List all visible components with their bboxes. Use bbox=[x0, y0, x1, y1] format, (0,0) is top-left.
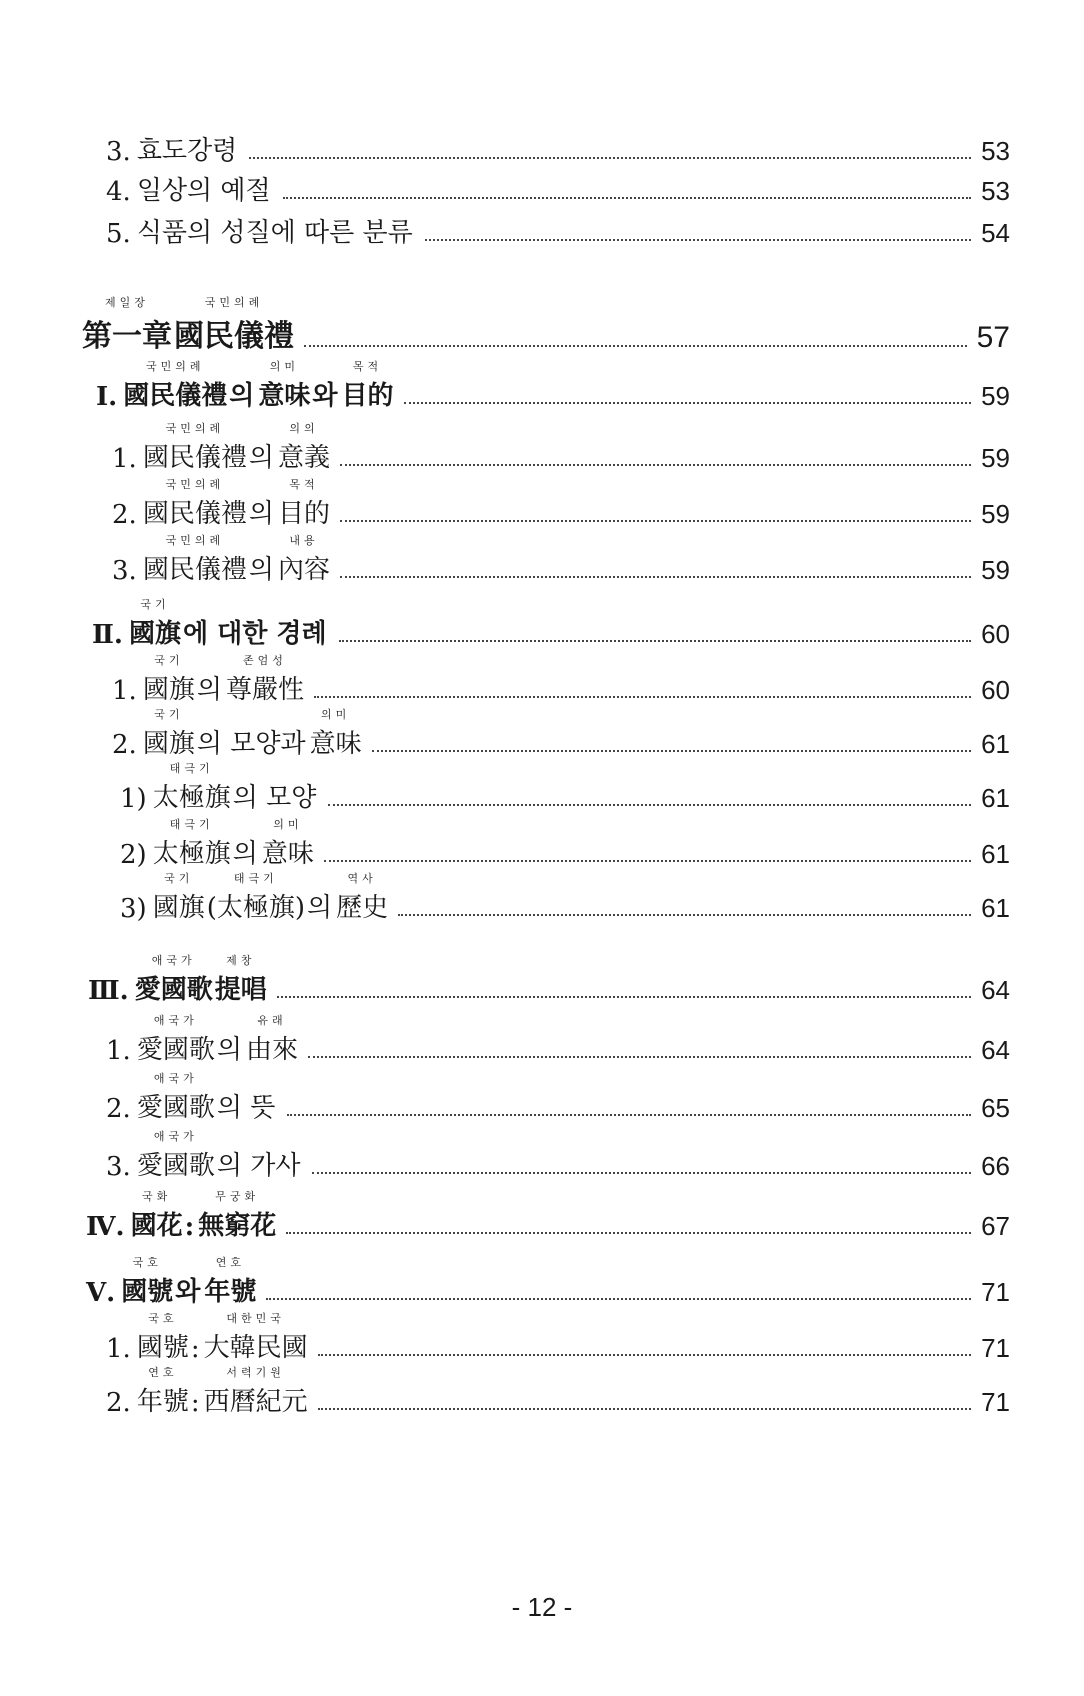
hanja-with-reading bbox=[207, 872, 305, 924]
hanja-with-reading bbox=[310, 708, 362, 760]
entry-text: 의 bbox=[307, 893, 333, 923]
hanja-text: 大韓民國 bbox=[203, 1333, 308, 1363]
hanja-text: 西曆紀元 bbox=[203, 1387, 308, 1417]
hanja-with-reading bbox=[143, 534, 247, 586]
dot-leader bbox=[308, 1056, 971, 1058]
hangul-reading: 애국가 bbox=[151, 954, 196, 967]
toc-entry bbox=[112, 654, 1010, 706]
dot-leader bbox=[266, 1298, 971, 1300]
hanja-text: 愛國歌 bbox=[136, 1035, 215, 1065]
toc-entry-title bbox=[112, 708, 364, 760]
hanja-with-reading bbox=[129, 598, 181, 650]
hanja-with-reading bbox=[342, 360, 394, 412]
hanja-with-reading bbox=[278, 422, 330, 474]
dot-leader bbox=[340, 576, 971, 578]
toc-entry bbox=[106, 1366, 1010, 1418]
hangul-reading: 국기 bbox=[154, 708, 184, 721]
hanja-with-reading bbox=[246, 1014, 298, 1066]
toc-entry bbox=[106, 1312, 1010, 1364]
dot-leader bbox=[277, 996, 971, 998]
toc-entry bbox=[88, 954, 1010, 1006]
hanja-with-reading bbox=[137, 1014, 215, 1066]
hanja-text: 國旗 bbox=[142, 675, 195, 705]
hanja-text: 由來 bbox=[245, 1035, 298, 1065]
hangul-reading: 애국가 bbox=[153, 1014, 198, 1027]
toc-entry bbox=[106, 170, 1010, 207]
toc-entry-title bbox=[96, 360, 396, 412]
hanja-text: 目的 bbox=[277, 499, 330, 529]
toc-page-number: 60 bbox=[981, 619, 1010, 649]
dot-leader bbox=[324, 860, 971, 862]
toc-entry-number: Ⅴ. bbox=[86, 1278, 116, 1308]
toc-page-number: 61 bbox=[981, 783, 1010, 813]
hanja-with-reading bbox=[153, 872, 205, 924]
toc-page-number: 61 bbox=[981, 729, 1010, 759]
hangul-reading: 국민의례 bbox=[165, 534, 225, 547]
hangul-reading: 의의 bbox=[289, 422, 319, 435]
hanja-with-reading bbox=[137, 1366, 189, 1418]
entry-text: 의 bbox=[229, 381, 255, 411]
hangul-reading: 태극기 bbox=[169, 818, 214, 831]
entry-text: 일상의 예절 bbox=[136, 176, 271, 206]
toc-entry-number: 1. bbox=[112, 444, 137, 474]
hanja-text: 尊嚴性 bbox=[225, 675, 304, 705]
hanja-text: 年號 bbox=[136, 1387, 189, 1417]
hangul-reading: 국기 bbox=[164, 872, 194, 885]
hanja-text: 太極旗 bbox=[152, 783, 231, 813]
hanja-with-reading bbox=[121, 1256, 173, 1308]
toc-entry-title bbox=[106, 1072, 279, 1124]
toc-entry-number: 2. bbox=[106, 1388, 131, 1418]
toc-entry-number: 3. bbox=[106, 137, 131, 167]
hanja-text: 愛國歌 bbox=[134, 975, 213, 1005]
hanja-with-reading bbox=[143, 708, 195, 760]
toc-entry bbox=[106, 1130, 1010, 1182]
hanja-text: 國民儀禮 bbox=[142, 555, 247, 585]
dot-leader bbox=[249, 157, 971, 159]
dot-leader bbox=[340, 464, 971, 466]
hangul-reading: 연호 bbox=[215, 1256, 246, 1269]
dot-leader bbox=[286, 1232, 971, 1234]
toc-entry-title bbox=[120, 818, 316, 870]
hanja-text: 國旗 bbox=[142, 729, 195, 759]
toc-entry bbox=[106, 1072, 1010, 1124]
toc-page-number: 64 bbox=[981, 975, 1010, 1005]
dot-leader bbox=[312, 1172, 971, 1174]
entry-text: 의 bbox=[248, 443, 274, 473]
toc-entry-number: 2. bbox=[112, 500, 137, 530]
toc-entry-number: 4. bbox=[106, 177, 131, 207]
toc-entry-title bbox=[120, 762, 320, 814]
hanja-with-reading bbox=[131, 1190, 183, 1242]
hangul-reading: 목적 bbox=[352, 360, 383, 373]
hanja-text: 愛國歌 bbox=[136, 1093, 215, 1123]
toc-entry-title bbox=[112, 534, 332, 586]
hanja-text: 國民儀禮 bbox=[142, 443, 247, 473]
toc-page-number: 71 bbox=[981, 1277, 1010, 1307]
hangul-reading: 국민의례 bbox=[145, 360, 205, 373]
hangul-reading: 태극기 bbox=[233, 872, 278, 885]
hangul-reading: 태극기 bbox=[169, 762, 214, 775]
hanja-with-reading bbox=[258, 360, 310, 412]
entry-text: 의 모양 bbox=[232, 783, 317, 813]
hanja-with-reading bbox=[215, 954, 267, 1006]
toc-entry-title bbox=[92, 598, 331, 650]
toc-entry-title bbox=[106, 1312, 310, 1364]
hangul-reading: 국기 bbox=[154, 654, 184, 667]
toc-entry bbox=[112, 478, 1010, 530]
hanja-text: 國號 bbox=[136, 1333, 189, 1363]
entry-text: 에 대한 경례 bbox=[182, 619, 327, 649]
hangul-reading: 무궁화 bbox=[215, 1190, 260, 1203]
hanja-text: 意味 bbox=[309, 729, 362, 759]
toc-page-number: 61 bbox=[981, 839, 1010, 869]
entry-text: 의 bbox=[232, 839, 258, 869]
dot-leader bbox=[404, 402, 972, 404]
hanja-text: 愛國歌 bbox=[136, 1151, 215, 1181]
entry-text: : bbox=[190, 1388, 200, 1418]
hangul-reading: 국호 bbox=[132, 1256, 162, 1269]
toc-page-number: 66 bbox=[981, 1151, 1010, 1181]
dot-leader bbox=[372, 750, 972, 752]
toc-entry bbox=[112, 708, 1010, 760]
hanja-with-reading bbox=[204, 1366, 308, 1418]
toc-entry bbox=[86, 1190, 1010, 1242]
dot-leader bbox=[425, 239, 971, 241]
hangul-reading: 역사 bbox=[347, 872, 377, 885]
toc-entry-number: 2) bbox=[120, 840, 147, 870]
entry-text: 의 bbox=[216, 1035, 242, 1065]
hangul-reading: 의미 bbox=[269, 360, 299, 373]
toc-page-number: 53 bbox=[981, 136, 1010, 166]
hangul-reading: 유래 bbox=[257, 1014, 287, 1027]
hanja-with-reading bbox=[82, 296, 172, 355]
hanja-text: 太極旗 bbox=[152, 839, 231, 869]
toc-entry-title bbox=[106, 130, 241, 167]
hangul-reading: 서력기원 bbox=[226, 1366, 285, 1379]
toc-entry-title bbox=[112, 654, 306, 706]
dot-leader bbox=[398, 914, 971, 916]
hanja-text: 國民儀禮 bbox=[174, 319, 294, 354]
entry-text: 와 bbox=[312, 381, 338, 411]
hanja-with-reading bbox=[137, 1312, 189, 1364]
hanja-with-reading bbox=[278, 534, 330, 586]
hanja-with-reading bbox=[143, 422, 247, 474]
hanja-text: 提唱 bbox=[214, 975, 267, 1005]
hanja-with-reading bbox=[204, 1256, 256, 1308]
hanja-with-reading bbox=[137, 1072, 215, 1124]
toc-entry-number: 2. bbox=[106, 1094, 131, 1124]
toc-entry-number: 3) bbox=[120, 894, 147, 924]
hangul-reading: 의미 bbox=[320, 708, 351, 721]
dot-leader bbox=[328, 804, 971, 806]
toc-entry bbox=[82, 296, 1010, 355]
hanja-text: 國民儀禮 bbox=[123, 381, 228, 411]
toc-entry-title bbox=[88, 954, 269, 1006]
toc-page-number: 59 bbox=[981, 555, 1010, 585]
hangul-reading: 의미 bbox=[273, 818, 303, 831]
entry-text: 효도강령 bbox=[136, 136, 238, 166]
hanja-text: 年號 bbox=[204, 1277, 257, 1307]
dot-leader bbox=[314, 696, 971, 698]
toc-entry bbox=[120, 762, 1010, 814]
dot-leader bbox=[304, 345, 967, 347]
toc-page-number: 67 bbox=[981, 1211, 1010, 1241]
hanja-text: 國旗 bbox=[152, 893, 205, 923]
hanja-text: 意味 bbox=[258, 381, 311, 411]
hangul-reading: 내용 bbox=[289, 534, 319, 547]
page-number: - 12 - bbox=[511, 1592, 573, 1622]
toc-entry bbox=[106, 1014, 1010, 1066]
entry-text: 의 bbox=[248, 555, 274, 585]
hangul-reading: 국화 bbox=[141, 1190, 172, 1203]
toc-entry-number: Ⅲ. bbox=[88, 976, 129, 1006]
entry-text: 의 bbox=[248, 499, 274, 529]
hanja-with-reading bbox=[137, 1130, 215, 1182]
toc-entry-number: Ⅰ. bbox=[96, 382, 118, 412]
hanja-with-reading bbox=[153, 762, 231, 814]
hangul-reading: 제창 bbox=[226, 954, 256, 967]
toc-entry-number: 3. bbox=[106, 1152, 131, 1182]
toc-entry-title bbox=[106, 212, 417, 249]
hangul-reading: 국민의례 bbox=[165, 422, 225, 435]
toc-page-number: 53 bbox=[981, 176, 1010, 206]
hanja-text: 第一章 bbox=[82, 319, 172, 354]
toc-entry-title bbox=[86, 1190, 278, 1242]
toc-entry-number: 5. bbox=[106, 219, 131, 249]
toc-entry bbox=[92, 598, 1010, 650]
toc-entry-number: 3. bbox=[112, 556, 137, 586]
toc-entry-title bbox=[82, 296, 296, 355]
toc-entry bbox=[86, 1256, 1010, 1308]
toc-page-number: 59 bbox=[981, 381, 1010, 411]
toc-page-number: 59 bbox=[981, 443, 1010, 473]
toc-entry-number: Ⅱ. bbox=[92, 620, 123, 650]
hanja-text: (太極旗) bbox=[206, 893, 305, 923]
toc-entry bbox=[112, 534, 1010, 586]
hanja-text: 內容 bbox=[277, 555, 330, 585]
toc-entry-number: 1) bbox=[120, 784, 147, 814]
entry-text: : bbox=[190, 1334, 200, 1364]
hanja-with-reading bbox=[135, 954, 213, 1006]
hanja-text: 國花 bbox=[130, 1211, 183, 1241]
toc-entry-number: Ⅳ. bbox=[86, 1212, 125, 1242]
hanja-text: 無窮花 bbox=[198, 1211, 277, 1241]
hanja-text: 國旗 bbox=[128, 619, 181, 649]
dot-leader bbox=[283, 197, 971, 199]
hangul-reading: 국기 bbox=[140, 598, 170, 611]
hanja-with-reading bbox=[262, 818, 314, 870]
entry-text: 의 뜻 bbox=[216, 1093, 276, 1123]
entry-text: 와 bbox=[175, 1277, 201, 1307]
hanja-with-reading bbox=[123, 360, 227, 412]
toc-entry-title bbox=[106, 1366, 310, 1418]
toc-entry bbox=[112, 422, 1010, 474]
toc-entry bbox=[120, 872, 1010, 924]
entry-text: : bbox=[184, 1212, 195, 1242]
dot-leader bbox=[318, 1354, 971, 1356]
toc-entry-title bbox=[106, 1014, 300, 1066]
toc-page-number: 54 bbox=[981, 218, 1010, 248]
hangul-reading: 제일장 bbox=[105, 296, 149, 309]
entry-text: 의 가사 bbox=[216, 1151, 301, 1181]
hanja-text: 歷史 bbox=[336, 893, 389, 923]
toc-page-number: 61 bbox=[981, 893, 1010, 923]
toc-entry-title bbox=[106, 170, 275, 207]
hanja-with-reading bbox=[204, 1312, 308, 1364]
hanja-with-reading bbox=[336, 872, 388, 924]
entry-text: 의 모양과 bbox=[196, 729, 306, 759]
toc-page-number: 71 bbox=[981, 1333, 1010, 1363]
hangul-reading: 애국가 bbox=[153, 1072, 198, 1085]
hanja-with-reading bbox=[143, 478, 247, 530]
toc-entry-title bbox=[86, 1256, 258, 1308]
toc-entry-number: 1. bbox=[112, 676, 137, 706]
toc-page-number: 60 bbox=[981, 675, 1010, 705]
entry-text: 식품의 성질에 따른 분류 bbox=[136, 218, 413, 248]
hangul-reading: 애국가 bbox=[153, 1130, 198, 1143]
toc-entry-number: 1. bbox=[106, 1334, 131, 1364]
hanja-text: 目的 bbox=[341, 381, 394, 411]
hangul-reading: 국호 bbox=[148, 1312, 178, 1325]
hangul-reading: 존엄성 bbox=[243, 654, 287, 667]
hanja-with-reading bbox=[174, 296, 294, 355]
toc-entry-title bbox=[112, 478, 332, 530]
hanja-with-reading bbox=[198, 1190, 276, 1242]
toc-entry-number: 1. bbox=[106, 1036, 131, 1066]
hangul-reading: 연호 bbox=[148, 1366, 178, 1379]
toc-page-number: 65 bbox=[981, 1093, 1010, 1123]
hanja-with-reading bbox=[143, 654, 195, 706]
hanja-text: 國號 bbox=[121, 1277, 174, 1307]
hanja-with-reading bbox=[153, 818, 231, 870]
dot-leader bbox=[318, 1408, 971, 1410]
dot-leader bbox=[287, 1114, 971, 1116]
hangul-reading: 대한민국 bbox=[226, 1312, 285, 1325]
toc-entry-number: 2. bbox=[112, 730, 137, 760]
hanja-with-reading bbox=[226, 654, 304, 706]
dot-leader bbox=[339, 640, 971, 642]
toc-page-number: 59 bbox=[981, 499, 1010, 529]
toc-entry bbox=[106, 130, 1010, 167]
toc-entry bbox=[96, 360, 1010, 412]
dot-leader bbox=[340, 520, 971, 522]
toc-page-number: 71 bbox=[981, 1387, 1010, 1417]
toc-entry-title bbox=[106, 1130, 304, 1182]
toc-entry bbox=[120, 818, 1010, 870]
toc-page-number: 57 bbox=[976, 321, 1010, 354]
hangul-reading: 목적 bbox=[289, 478, 319, 491]
hanja-with-reading bbox=[278, 478, 330, 530]
hanja-text: 意義 bbox=[277, 443, 330, 473]
toc-entry bbox=[106, 212, 1010, 249]
toc-entry-title bbox=[120, 872, 390, 924]
hanja-text: 國民儀禮 bbox=[142, 499, 247, 529]
hanja-text: 意味 bbox=[261, 839, 314, 869]
toc-entry-title bbox=[112, 422, 332, 474]
toc-page-number: 64 bbox=[981, 1035, 1010, 1065]
hangul-reading: 국민의례 bbox=[165, 478, 225, 491]
hangul-reading: 국민의례 bbox=[204, 296, 264, 309]
entry-text: 의 bbox=[196, 675, 222, 705]
